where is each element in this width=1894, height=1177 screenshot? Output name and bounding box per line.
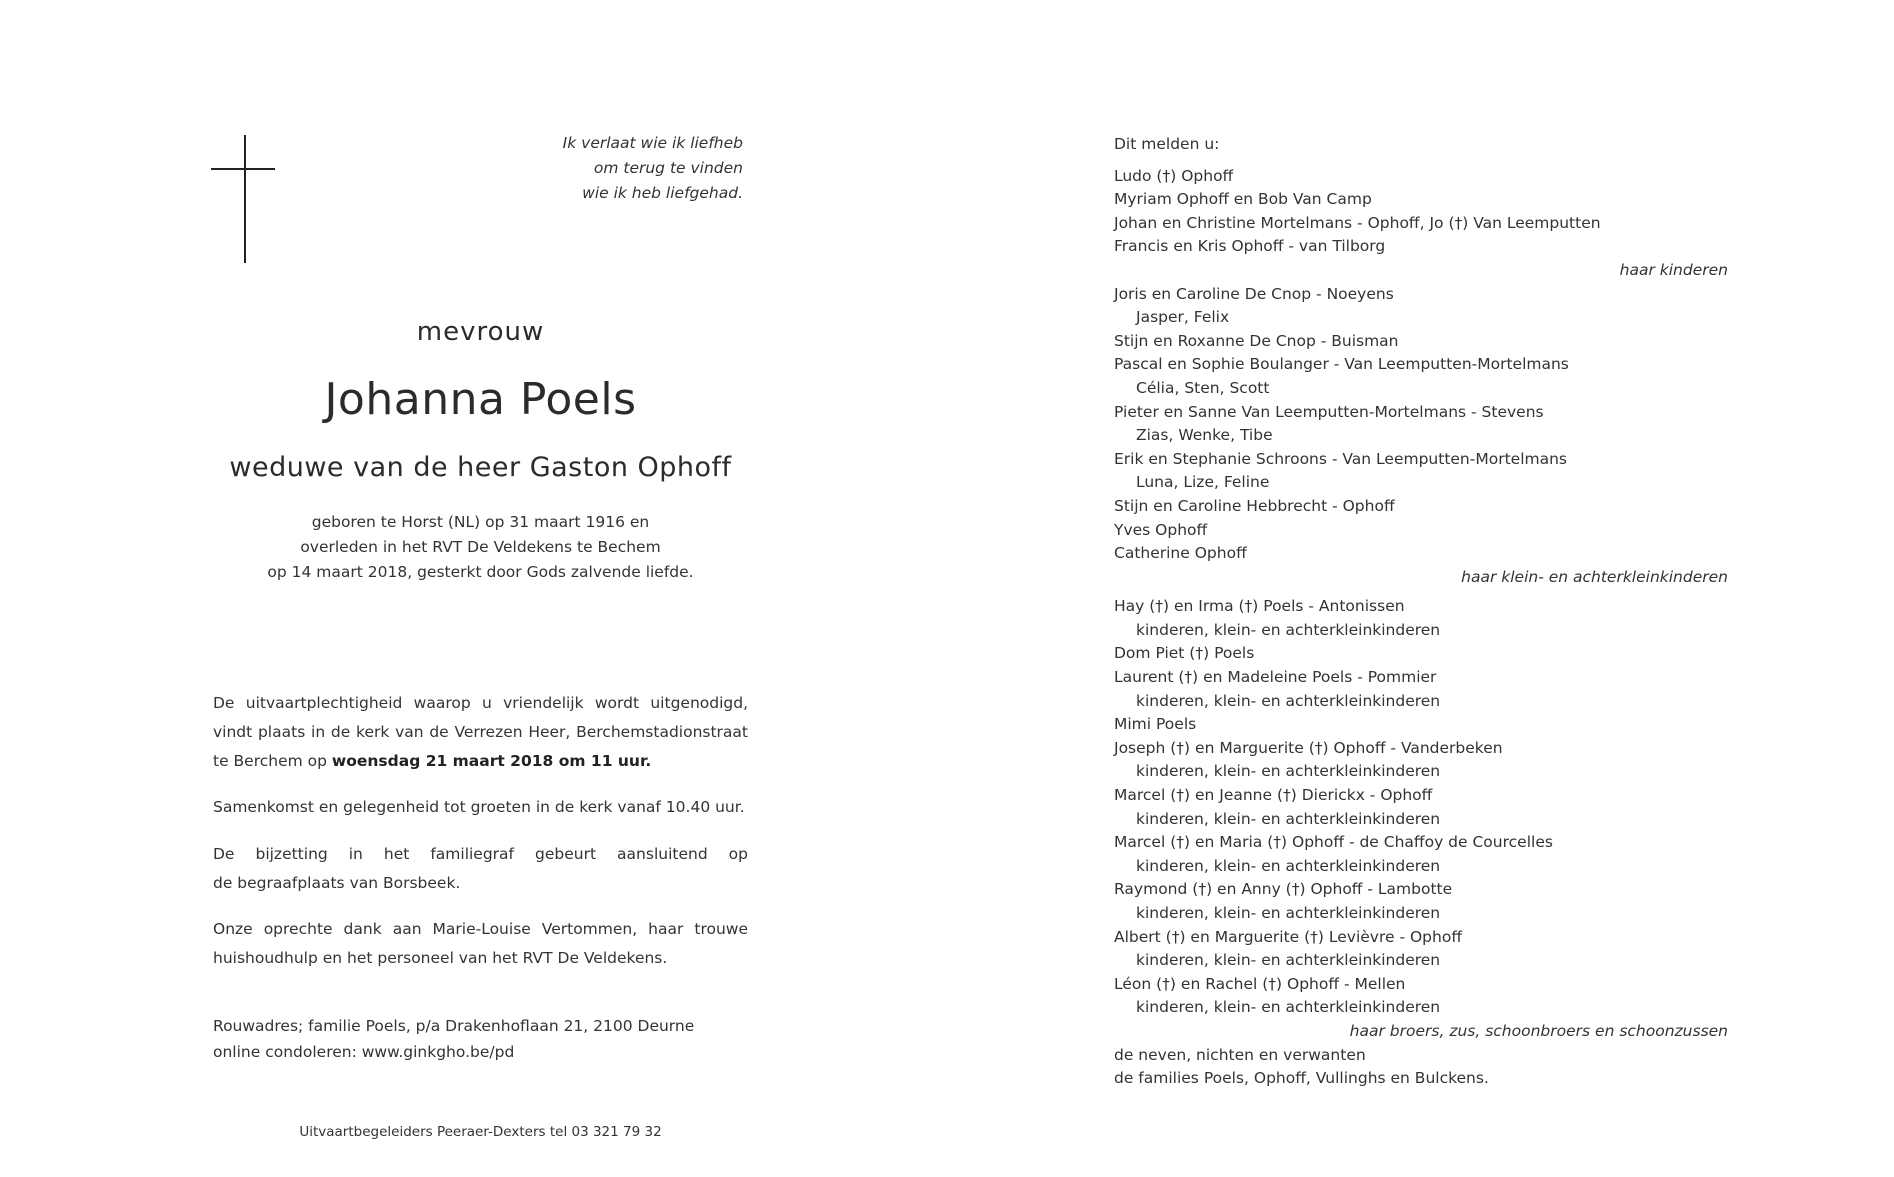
family-sub-line: kinderen, klein- en achterkleinkinderen [1136,620,1441,639]
ceremony-paragraph [213,689,748,776]
family-member-line: Yves Ophoff [1114,520,1208,539]
ceremony-date: woensdag 21 maart 2018 om 11 uur. [331,752,652,770]
gathering-paragraph [213,793,748,822]
family-member-line: Catherine Ophoff [1114,544,1247,563]
deceased-name: Johanna Poels [324,374,637,425]
thanks-paragraph [213,915,748,973]
family-member-line: Johan en Christine Mortelmans - Ophoff, Jo (†) Van Leemputten [1114,213,1601,232]
gathering-line: Samenkomst en gelegenheid tot groeten in de kerk vanaf 10.40 uur. [213,798,745,816]
family-member-line: Pieter en Sanne Van Leemputten-Mortelmans - Stevens [1114,402,1544,421]
family-member-line: Ludo (†) Ophoff [1114,166,1234,185]
family-sub-line: kinderen, klein- en achterkleinkinderen [1136,856,1441,875]
family-sub-line: kinderen, klein- en achterkleinkinderen [1136,809,1441,828]
family-sub-line: Luna, Lize, Feline [1136,473,1270,492]
family-sub-line: Célia, Sten, Scott [1136,378,1270,397]
family-member-line: Myriam Ophoff en Bob Van Camp [1114,190,1372,209]
family-announcement [1114,133,1728,1091]
address-line: Rouwadres; familie Poels, p/a Drakenhoflaan 21, 2100 Deurne [213,1017,695,1035]
closing-line: de neven, nichten en verwanten [1114,1045,1366,1064]
family-member-line: Erik en Stephanie Schroons - Van Leemputten-Mortelmans [1114,449,1567,468]
mourning-address [213,1013,694,1065]
ceremony-text: te Berchem op [213,752,332,770]
family-sub-line: Zias, Wenke, Tibe [1136,426,1273,445]
closing-line: de families Poels, Ophoff, Vullinghs en Bulckens. [1114,1069,1489,1088]
family-member-line: Raymond (†) en Anny (†) Ophoff - Lambotte [1114,880,1453,899]
ceremony-line: De uitvaartplechtigheid waarop u vriendelijk wordt uitgenodigd, [213,694,748,712]
family-member-line: Marcel (†) en Maria (†) Ophoff - de Chaffoy de Courcelles [1114,833,1553,852]
family-member-line: Léon (†) en Rachel (†) Ophoff - Mellen [1114,974,1406,993]
thanks-line: huishoudhulp en het personeel van het RVT De Veldekens. [213,949,668,967]
family-member-line: Laurent (†) en Madeleine Poels - Pommier [1114,668,1437,687]
family-member-line: Joris en Caroline De Cnop - Noeyens [1114,284,1394,303]
family-sub-line: kinderen, klein- en achterkleinkinderen [1136,762,1441,781]
salutation: mevrouw [416,317,545,347]
burial-line: De bijzetting in het familiegraf gebeurt aansluitend op [213,845,748,863]
siblings-group [1114,595,1728,1020]
funeral-director-footer: Uitvaartbegeleiders Peeraer-Dexters tel 03 321 79 32 [299,1124,662,1140]
life-line: op 14 maart 2018, gesterkt door Gods zalvende liefde. [267,563,694,581]
widow-of: weduwe van de heer Gaston Ophoff [229,452,732,483]
ceremony-line [213,747,748,776]
life-details [213,510,748,585]
family-sub-line: Jasper, Felix [1136,308,1230,327]
life-line: geboren te Horst (NL) op 31 maart 1916 en [311,513,650,531]
condolence-line[interactable]: online condoleren: www.ginkgho.be/pd [213,1043,515,1061]
siblings-label: haar broers, zus, schoonbroers en schoonzussen [1349,1021,1728,1040]
family-member-line: Albert (†) en Marguerite (†) Levièvre - Ophoff [1114,927,1463,946]
ceremony-line: vindt plaats in de kerk van de Verrezen Heer, Berchemstadionstraat [213,723,748,741]
thanks-line: Onze oprechte dank aan Marie-Louise Vertommen, haar trouwe [213,920,748,938]
cross-horizontal-bar [211,168,275,170]
family-member-line: Francis en Kris Ophoff - van Tilborg [1114,237,1386,256]
family-member-line: Hay (†) en Irma (†) Poels - Antonissen [1114,597,1405,616]
burial-paragraph [213,840,748,898]
family-member-line: Joseph (†) en Marguerite (†) Ophoff - Vanderbeken [1114,738,1503,757]
poem-line: wie ik heb liefgehad. [582,184,743,202]
family-member-line: Mimi Poels [1114,715,1197,734]
grandchildren-group [1114,283,1728,566]
life-line: overleden in het RVT De Veldekens te Bechem [300,538,661,556]
family-member-line: Stijn en Caroline Hebbrecht - Ophoff [1114,496,1395,515]
cross-vertical-bar [244,135,246,263]
poem-line: Ik verlaat wie ik liefheb [562,134,743,152]
family-sub-line: kinderen, klein- en achterkleinkinderen [1136,998,1441,1017]
children-label: haar kinderen [1619,260,1728,279]
family-sub-line: kinderen, klein- en achterkleinkinderen [1136,951,1441,970]
family-sub-line: kinderen, klein- en achterkleinkinderen [1136,904,1441,922]
family-member-line: Marcel (†) en Jeanne (†) Dierickx - Ophoff [1114,786,1433,805]
intro: Dit melden u: [1114,135,1220,153]
burial-line: de begraafplaats van Borsbeek. [213,874,461,892]
children-group [1114,165,1728,259]
poem-line: om terug te vinden [593,159,743,177]
family-sub-line: kinderen, klein- en achterkleinkinderen [1136,691,1441,710]
family-member-line: Pascal en Sophie Boulanger - Van Leemputten-Mortelmans [1114,355,1569,374]
poem [563,131,743,206]
family-member-line: Dom Piet (†) Poels [1114,644,1255,663]
grandchildren-label: haar klein- en achterkleinkinderen [1461,567,1728,586]
family-member-line: Stijn en Roxanne De Cnop - Buisman [1114,331,1399,350]
